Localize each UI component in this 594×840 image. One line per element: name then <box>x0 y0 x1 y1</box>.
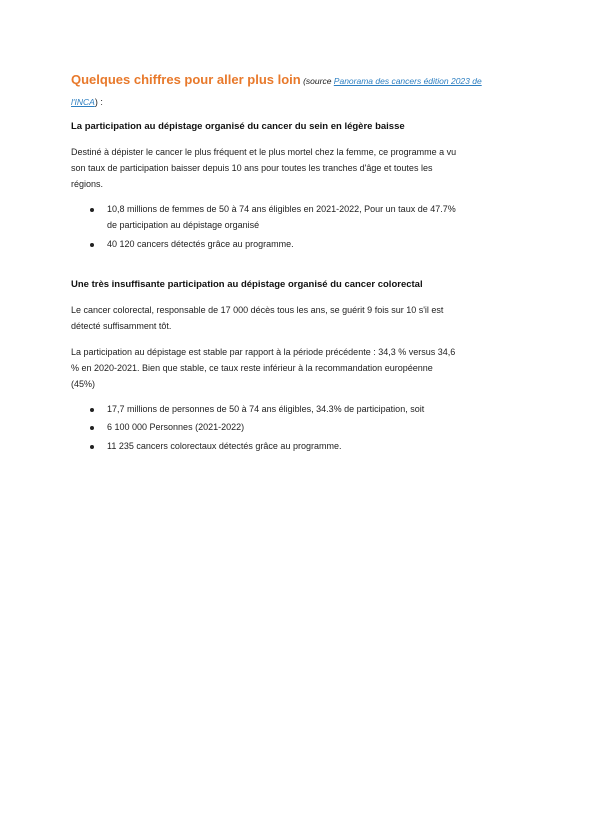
paragraph-line: son taux de participation baisser depuis 10 ans pour toutes les tranches d'âge et toutes les <box>71 163 433 173</box>
bullet-list-colorectal <box>71 402 531 455</box>
section-paragraph-colorectal-2 <box>71 344 531 392</box>
list-item <box>71 202 531 233</box>
bullet-icon <box>90 426 94 430</box>
section-heading-breast: La participation au dépistage organisé du cancer du sein en légère baisse <box>71 121 405 132</box>
source-link-text-b: l'INCA <box>71 97 95 107</box>
paragraph-line: La participation au dépistage est stable par rapport à la période précédente : 34,3 % versus 34,6 <box>71 346 456 357</box>
paragraph-line: détecté suffisamment tôt. <box>71 320 172 331</box>
list-item <box>71 439 531 455</box>
page-title: Quelques chiffres pour aller plus loin <box>71 72 301 87</box>
section-heading-colorectal: Une très insuffisante participation au dépistage organisé du cancer colorectal <box>71 278 423 290</box>
source-suffix: ) : <box>94 97 103 107</box>
bullet-icon <box>90 445 94 449</box>
list-item-text: 11 235 cancers colorectaux détectés grâce au programme. <box>107 440 342 451</box>
bullet-icon <box>90 408 94 412</box>
bullet-icon <box>90 208 94 212</box>
paragraph-line: (45%) <box>71 378 96 389</box>
paragraph-line: % en 2020-2021. Bien que stable, ce taux reste inférieur à la recommandation européenne <box>71 362 433 373</box>
title-line <box>71 70 531 112</box>
list-item <box>71 237 531 253</box>
source-prefix: (source <box>300 76 334 86</box>
list-item-text: de participation au dépistage organisé <box>107 219 260 230</box>
list-item <box>71 402 531 418</box>
list-item-text: 17,7 millions de personnes de 50 à 74 ans éligibles, 34.3% de participation, soit <box>107 403 425 414</box>
paragraph-line: régions. <box>71 179 104 189</box>
section-paragraph-colorectal-1 <box>71 302 531 334</box>
list-item <box>71 420 531 436</box>
paragraph-line: Le cancer colorectal, responsable de 17 000 décès tous les ans, se guérit 9 fois sur 10 s'il est <box>71 304 444 315</box>
document-content <box>71 70 531 454</box>
paragraph-line: Destiné à dépister le cancer le plus fréquent et le plus mortel chez la femme, ce programme a vu <box>71 147 457 157</box>
list-item-text: 6 100 000 Personnes (2021-2022) <box>107 422 245 432</box>
bullet-list-breast <box>71 202 531 253</box>
bullet-icon <box>90 243 94 247</box>
list-item-text: 40 120 cancers détectés grâce au programme. <box>107 239 294 249</box>
list-item-text: 10,8 millions de femmes de 50 à 74 ans éligibles en 2021-2022, Pour un taux de 47.7% <box>107 204 456 214</box>
source-link-text-a: Panorama des cancers édition 2023 de <box>333 76 482 86</box>
section-paragraph-breast <box>71 144 531 192</box>
